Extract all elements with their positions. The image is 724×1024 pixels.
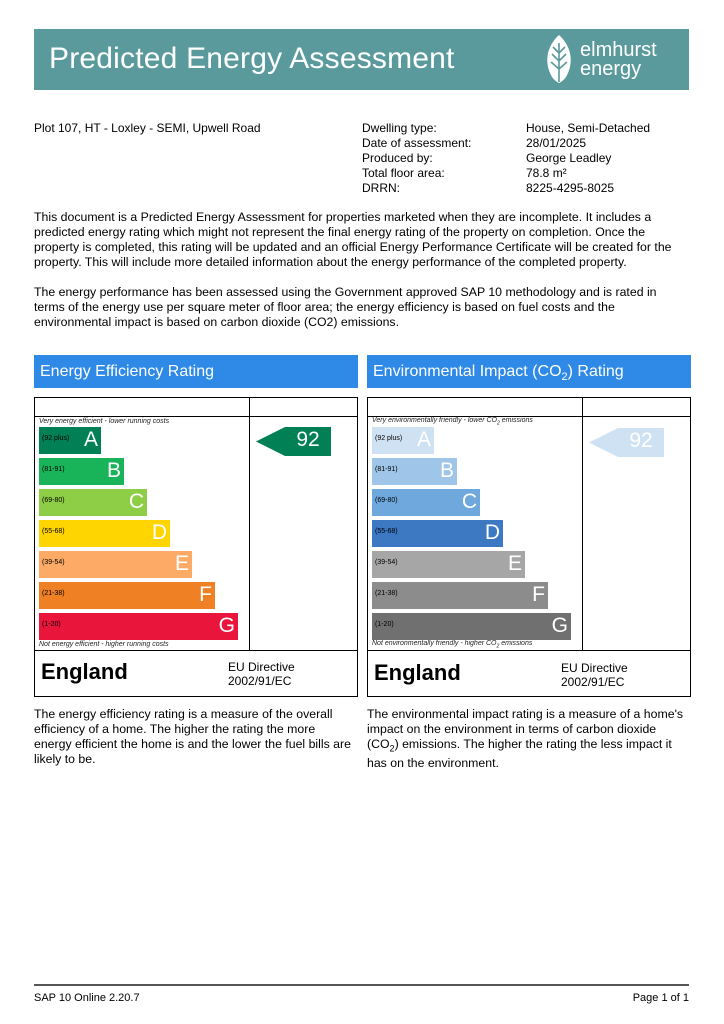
header-banner xyxy=(34,29,689,90)
band-range-label: (81-91) xyxy=(375,466,398,473)
method-paragraph: The energy performance has been assessed using the Government approved SAP 10 methodology and is rated in terms of the energy use per square meter of floor area; the energy efficiency is based on fuel costs and the environmental impact is based on carbon dioxide (CO2) emissions. xyxy=(34,285,657,329)
footer-page-number: Page 1 of 1 xyxy=(632,992,689,1004)
leaf-icon xyxy=(542,33,576,85)
rating-band-f xyxy=(39,582,215,609)
detail-label: Total floor area: xyxy=(362,166,445,180)
environmental-impact-chart xyxy=(367,397,691,697)
band-letter: E xyxy=(507,552,522,575)
rating-band-b xyxy=(39,458,124,485)
current-rating-arrow xyxy=(589,428,664,457)
detail-label: Date of assessment: xyxy=(362,136,472,150)
directive-line-2: 2002/91/EC xyxy=(228,674,292,688)
current-rating-value: 92 xyxy=(296,428,320,451)
detail-row xyxy=(362,136,650,151)
detail-value: George Leadley xyxy=(526,151,612,165)
detail-value: 28/01/2025 xyxy=(526,136,587,150)
rating-band-e xyxy=(372,551,525,578)
rating-band-a xyxy=(39,427,101,454)
rating-band-c xyxy=(39,489,147,516)
top-note: Very energy efficient - lower running costs xyxy=(39,418,170,425)
band-range-label: (55-68) xyxy=(42,528,65,535)
rating-band-c xyxy=(372,489,480,516)
energy-efficiency-chart xyxy=(34,397,358,697)
band-letter: A xyxy=(416,428,431,451)
detail-row xyxy=(362,151,650,166)
band-letter: B xyxy=(106,459,121,482)
band-letter: B xyxy=(439,459,454,482)
band-range-label: (21-38) xyxy=(42,590,65,597)
footer-software-version: SAP 10 Online 2.20.7 xyxy=(34,992,140,1004)
country-label: England xyxy=(41,659,128,684)
band-range-label: (1-20) xyxy=(42,621,61,628)
band-range-label: (92 plus) xyxy=(42,435,70,442)
current-rating-value: 92 xyxy=(629,429,653,452)
rating-band-f xyxy=(372,582,548,609)
property-address: Plot 107, HT - Loxley - SEMI, Upwell Road xyxy=(34,121,261,135)
rating-band-e xyxy=(39,551,192,578)
header-subscript: 2 xyxy=(561,371,568,384)
bottom-note: Not energy efficient - higher running costs xyxy=(39,641,169,648)
rating-band-g xyxy=(372,613,571,640)
detail-row xyxy=(362,166,650,181)
band-letter: C xyxy=(461,490,477,513)
header-prefix: Environmental Impact (CO xyxy=(373,363,562,380)
environmental-impact-header xyxy=(367,355,691,388)
band-letter: D xyxy=(151,521,167,544)
rating-band-a xyxy=(372,427,434,454)
band-range-label: (39-54) xyxy=(375,559,398,566)
rating-band-b xyxy=(372,458,457,485)
band-letter: G xyxy=(551,614,568,637)
logo-line-1: elmhurst xyxy=(580,39,657,61)
detail-value: 78.8 m² xyxy=(526,166,567,180)
detail-value: 8225-4295-8025 xyxy=(526,181,615,195)
elmhurst-logo xyxy=(542,31,687,87)
detail-label: Dwelling type: xyxy=(362,121,437,135)
band-letter: C xyxy=(128,490,144,513)
eu-directive xyxy=(561,661,628,689)
band-letter: D xyxy=(484,521,500,544)
detail-row xyxy=(362,121,650,136)
band-letter: F xyxy=(199,583,212,606)
band-range-label: (92 plus) xyxy=(375,435,403,442)
energy-efficiency-description: The energy efficiency rating is a measure of the overall efficiency of a home. The higher the rating the more energy efficient the home is and the lower the fuel bills are likely to be. xyxy=(34,707,351,766)
page-title: Predicted Energy Assessment xyxy=(49,42,455,75)
band-range-label: (69-80) xyxy=(42,497,65,504)
eu-directive xyxy=(228,660,295,688)
property-details xyxy=(362,121,650,196)
current-rating-arrow xyxy=(256,427,331,456)
logo-line-2: energy xyxy=(580,58,642,80)
band-range-label: (69-80) xyxy=(375,497,398,504)
band-range-label: (55-68) xyxy=(375,528,398,535)
band-range-label: (21-38) xyxy=(375,590,398,597)
environmental-impact-description: The environmental impact rating is a measure of a home's impact on the environment in terms of carbon dioxide $(CO_2)$ emissions. The higher the rating the less impact it has on the environment. xyxy=(367,707,684,771)
country-label: England xyxy=(374,660,461,685)
intro-paragraph: This document is a Predicted Energy Assessment for properties marketed when they are incomplete. It includes a predicted energy rating which might not represent the final energy rating of the property on completion. Once the property is completed, this rating will be updated and an official Energy Performance Certificate will be created for the property. This will include more detailed information about the energy performance of the completed property. xyxy=(34,210,672,269)
detail-row xyxy=(362,181,650,196)
band-range-label: (81-91) xyxy=(42,466,65,473)
bottom-note: Not environmentally friendly - higher $CO_2$ emissions xyxy=(372,640,533,650)
top-note: Very environmentally friendly - lower $CO_2$ emissions xyxy=(372,417,533,427)
directive-line-2: 2002/91/EC xyxy=(561,675,625,689)
header-suffix: ) Rating xyxy=(567,363,624,380)
band-letter: G xyxy=(218,614,235,637)
energy-efficiency-header: Energy Efficiency Rating xyxy=(34,355,358,388)
rating-band-g xyxy=(39,613,238,640)
band-range-label: (1-20) xyxy=(375,621,394,628)
footer-divider xyxy=(34,984,689,986)
rating-band-d xyxy=(372,520,503,547)
logo-text xyxy=(580,41,657,79)
band-letter: E xyxy=(174,552,189,575)
detail-label: DRRN: xyxy=(362,181,400,195)
rating-band-d xyxy=(39,520,170,547)
detail-value: House, Semi-Detached xyxy=(526,121,651,135)
band-range-label: (39-54) xyxy=(42,559,65,566)
detail-label: Produced by: xyxy=(362,151,433,165)
band-letter: F xyxy=(532,583,545,606)
directive-line-1: EU Directive xyxy=(561,661,628,675)
directive-line-1: EU Directive xyxy=(228,660,295,674)
band-letter: A xyxy=(83,428,98,451)
